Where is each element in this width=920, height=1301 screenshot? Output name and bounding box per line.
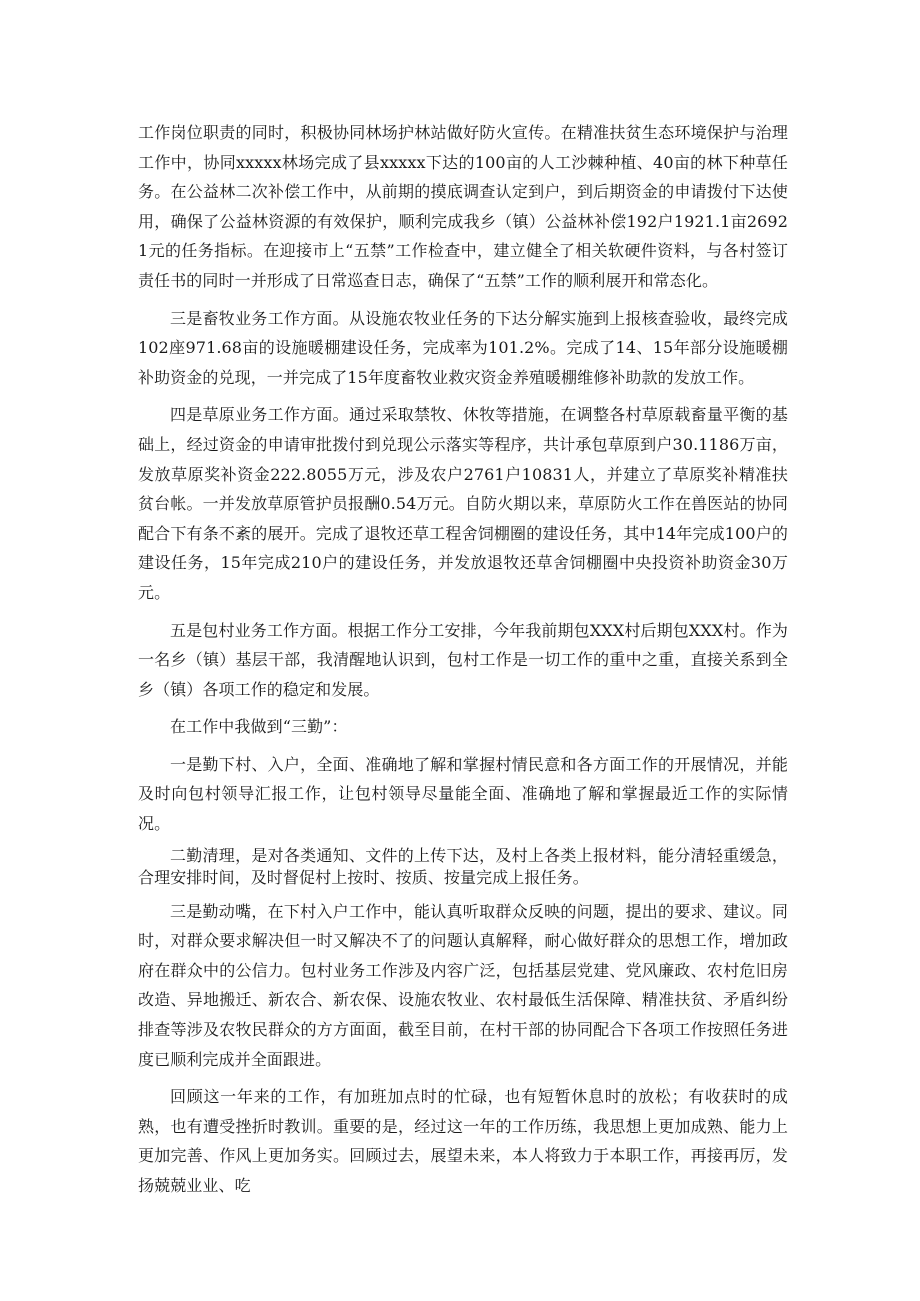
paragraph-three-diligence: 在工作中我做到“三勤”： — [170, 717, 348, 737]
paragraph-forestry: 工作岗位职责的同时，积极协同林场护林站做好防火宣传。在精准扶贫生态环境保护与治理工作中，协同xxxxx林场完成了县xxxxx下达的100亩的人工沙棘种植、40亩的林下种草任务。在公益林二次补偿工作中，从前期的摸底调查认定到户，到后期资金的申请拨付下达使用，确保了公益林资源的有效保护，顺利完成我乡（镇）公益林补偿192户1921.1亩26921元的任务指标。在迎接市上“五禁”工作检查中，建立健全了相关软硬件资料，与各村签订责任书的同时一并形成了日常巡查日志，确保了“五禁”工作的顺利展开和常态化。 — [138, 123, 788, 290]
paragraph-diligence-one: 一是勤下村、入户，全面、准确地了解和掌握村情民意和各方面工作的开展情况，并能及时向包村领导汇报工作，让包村领导尽量能全面、准确地了解和掌握最近工作的实际情况。 — [138, 754, 788, 834]
paragraph-diligence-two: 二勤清理，是对各类通知、文件的上传下达，及村上各类上报材料，能分清轻重缓急，合理安排时间，及时督促村上按时、按质、按量完成上报任务。 — [138, 845, 788, 887]
document-page — [138, 118, 788, 1201]
paragraph-grassland: 四是草原业务工作方面。通过采取禁牧、休牧等措施，在调整各村草原载畜量平衡的基础上，经过资金的申请审批拨付到兑现公示落实等程序，共计承包草原到户30.1186万亩，发放草原奖补资金222.8055万元，涉及农户2761户10831人，并建立了草原奖补精准扶贫台帐。一并发放草原管护员报酬0.54万元。自防火期以来，草原防火工作在兽医站的协同配合下有条不紊的展开。完成了退牧还草工程舍饲棚圈的建设任务，其中14年完成100户的建设任务，15年完成210户的建设任务，并发放退牧还草舍饲棚圈中央投资补助资金30万元。 — [138, 405, 788, 602]
paragraph-diligence-three: 三是勤动嘴，在下村入户工作中，能认真听取群众反映的问题，提出的要求、建议。同时，对群众要求解决但一时又解决不了的问题认真解释，耐心做好群众的思想工作，增加政府在群众中的公信力。包村业务工作涉及内容广泛，包括基层党建、党风廉政、农村危旧房改造、异地搬迁、新农合、新农保、设施农牧业、农村最低生活保障、精准扶贫、矛盾纠纷排查等涉及农牧民群众的方方面面，截至目前，在村干部的协同配合下各项工作按照任务进度已顺利完成并全面跟进。 — [138, 901, 788, 1069]
paragraph-review: 回顾这一年来的工作，有加班加点时的忙碌，也有短暂休息时的放松；有收获时的成熟，也有遭受挫折时教训。重要的是，经过这一年的工作历练，我思想上更加成熟、能力上更加完善、作风上更加务实。回顾过去，展望未来，本人将致力于本职工作，再接再厉，发扬兢兢业业、吃 — [138, 1087, 788, 1195]
paragraph-livestock: 三是畜牧业务工作方面。从设施农牧业任务的下达分解实施到上报核查验收，最终完成102座971.68亩的设施暖棚建设任务，完成率为101.2%。完成了14、15年部分设施暖棚补助资金的兑现，一并完成了15年度畜牧业救灾资金养殖暖棚维修补助款的发放工作。 — [138, 308, 788, 387]
paragraph-village: 五是包村业务工作方面。根据工作分工安排，今年我前期包XXX村后期包XXX村。作为一名乡（镇）基层干部，我清醒地认识到，包村工作是一切工作的重中之重，直接关系到全乡（镇）各项工作的稳定和发展。 — [138, 620, 788, 699]
